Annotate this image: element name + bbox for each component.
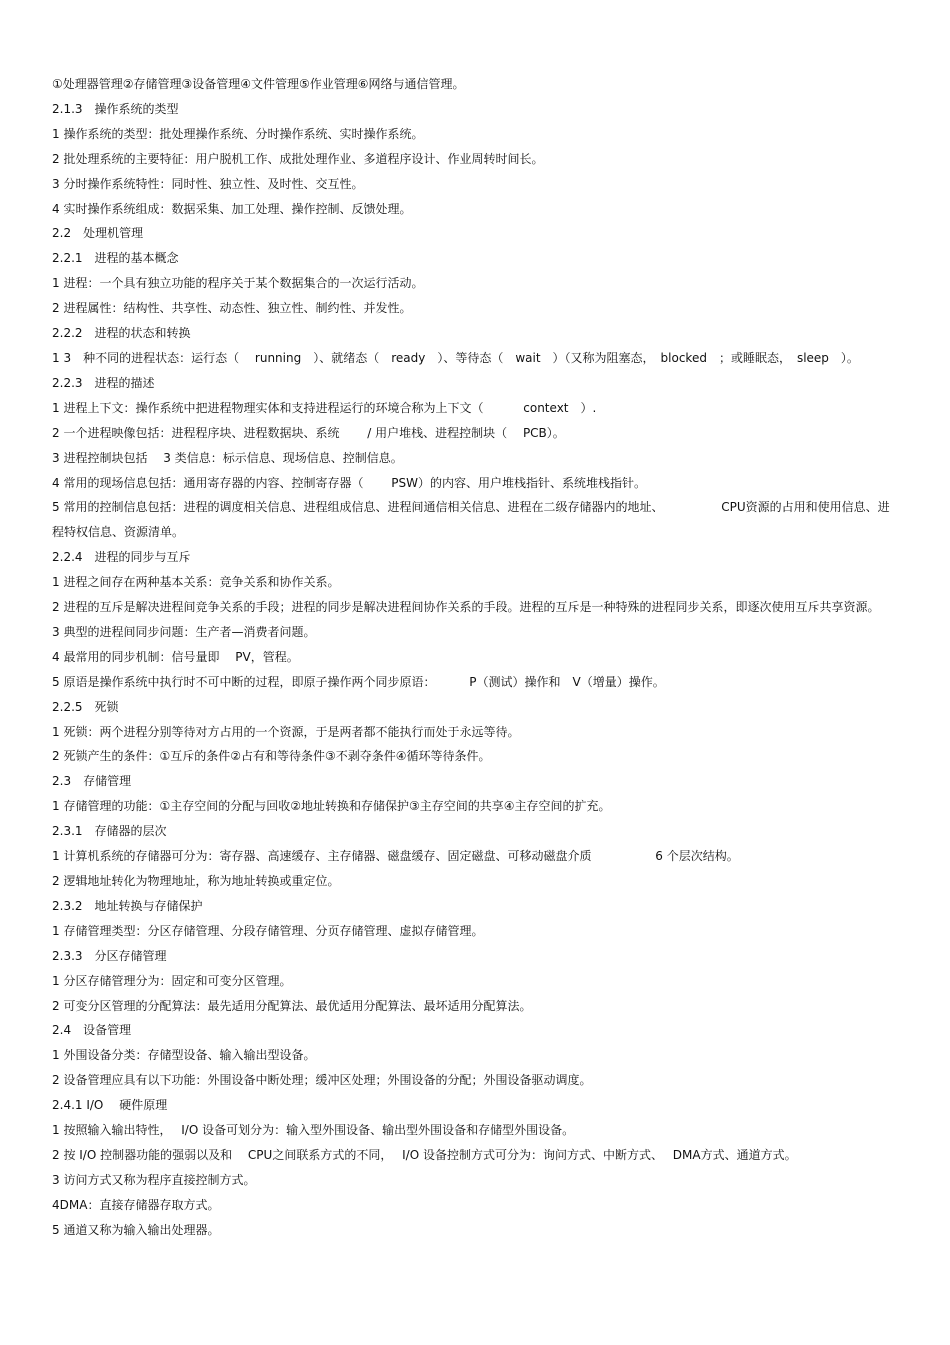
text-line-9: 1 进程：一个具有独立功能的程序关于某个数据集合的一次运行活动。 [52, 276, 424, 291]
text-line-36: 1 分区存储管理分为：固定和可变分区管理。 [52, 973, 292, 988]
text-line-10: 2 进程属性：结构性、共享性、动态性、独立性、制约性、并发性。 [52, 301, 412, 316]
text-line-43: 2 按 I/O 控制器功能的强弱以及和 CPU之间联系方式的不同， I/O 设备控制方式可分为：询问方式、中断方式、 DMA方式、通道方式。 [52, 1147, 797, 1162]
text-line-5: 3 分时操作系统特性：同时性、独立性、及时性、交互性。 [52, 176, 364, 191]
text-line-6: 4 实时操作系统组成：数据采集、加工处理、操作控制、反馈处理。 [52, 201, 412, 216]
text-line-23: 4 最常用的同步机制：信号量即 PV，管程。 [52, 649, 299, 664]
text-line-1: ①处理器管理②存储管理③设备管理④文件管理⑤作业管理⑥网络与通信管理。 [52, 77, 465, 91]
section-heading-2-3: 2.3 存储管理 [52, 774, 132, 789]
section-heading-2-4-1: 2.4.1 I/O 硬件原理 [52, 1098, 168, 1113]
text-line-24: 5 原语是操作系统中执行时不可中断的过程，即原子操作两个同步原语： P（测试）操作和 V（增量）操作。 [52, 674, 665, 689]
section-heading-2-2-4: 2.2.4 进程的同步与互斥 [52, 550, 191, 565]
text-line-34: 1 存储管理类型：分区存储管理、分段存储管理、分页存储管理、虚拟存储管理。 [52, 923, 484, 938]
text-line-15: 2 一个进程映像包括：进程程序块、进程数据块、系统 / 用户堆栈、进程控制块（ PCB）。 [52, 425, 565, 440]
text-line-31: 1 计算机系统的存储器可分为：寄存器、高速缓存、主存储器、磁盘缓存、固定磁盘、可移动磁盘介质 6 个层次结构。 [52, 849, 739, 864]
section-heading-2-2-1: 2.2.1 进程的基本概念 [52, 251, 179, 266]
text-line-16: 3 进程控制块包括 3 类信息：标示信息、现场信息、控制信息。 [52, 450, 403, 465]
text-line-37: 2 可变分区管理的分配算法：最先适用分配算法、最优适用分配算法、最坏适用分配算法。 [52, 998, 532, 1013]
text-line-14: 1 进程上下文：操作系统中把进程物理实体和支持进程运行的环境合称为上下文（ context ）. [52, 400, 597, 415]
text-line-22: 3 典型的进程间同步问题：生产者—消费者问题。 [52, 624, 316, 639]
section-heading-2-2: 2.2 处理机管理 [52, 226, 144, 241]
text-line-3: 1 操作系统的类型：批处理操作系统、分时操作系统、实时操作系统。 [52, 126, 424, 141]
text-line-26: 1 死锁：两个进程分别等待对方占用的一个资源，于是两者都不能执行而处于永远等待。 [52, 724, 520, 739]
text-line-32: 2 逻辑地址转化为物理地址，称为地址转换或重定位。 [52, 874, 340, 888]
section-heading-2-4: 2.4 设备管理 [52, 1023, 132, 1038]
document-body [52, 72, 912, 1243]
section-heading-2-2-3: 2.2.3 进程的描述 [52, 375, 155, 390]
text-line-27: 2 死锁产生的条件：①互斥的条件②占有和等待条件③不剥夺条件④循环等待条件。 [52, 749, 491, 764]
text-line-4: 2 批处理系统的主要特征：用户脱机工作、成批处理作业、多道程序设计、作业周转时间长。 [52, 151, 544, 166]
text-line-12: 1 3 种不同的进程状态：运行态（ running ）、就绪态（ ready ）、等待态（ wait ）（又称为阻塞态， blocked ；或睡眠态， sleep ）。 [52, 350, 859, 365]
section-heading-2-2-2: 2.2.2 进程的状态和转换 [52, 326, 191, 341]
section-heading-2-3-1: 2.3.1 存储器的层次 [52, 824, 167, 839]
section-heading-2-3-3: 2.3.3 分区存储管理 [52, 948, 167, 963]
section-heading-2-3-2: 2.3.2 地址转换与存储保护 [52, 898, 203, 913]
text-line-44: 3 访问方式又称为程序直接控制方式。 [52, 1172, 256, 1187]
text-line-17: 4 常用的现场信息包括：通用寄存器的内容、控制寄存器（ PSW）的内容、用户堆栈指针、系统堆栈指针。 [52, 475, 646, 490]
section-heading-2-1-3: 2.1.3 操作系统的类型 [52, 101, 179, 116]
text-paragraph-21: 2 进程的互斥是解决进程间竞争关系的手段；进程的同步是解决进程间协作关系的手段。进程的互斥是一种特殊的进程同步关系，即逐次使用互斥共享资源。 [52, 600, 880, 615]
text-line-39: 1 外围设备分类：存储型设备、输入输出型设备。 [52, 1048, 316, 1063]
section-heading-2-2-5: 2.2.5 死锁 [52, 699, 119, 714]
text-line-29: 1 存储管理的功能：①主存空间的分配与回收②地址转换和存储保护③主存空间的共享④主存空间的扩充。 [52, 799, 611, 814]
text-line-42: 1 按照输入输出特性， I/O 设备可划分为：输入型外围设备、输出型外围设备和存储型外围设备。 [52, 1123, 575, 1138]
text-line-20: 1 进程之间存在两种基本关系：竞争关系和协作关系。 [52, 575, 340, 590]
text-line-46: 5 通道又称为输入输出处理器。 [52, 1222, 220, 1237]
text-line-40: 2 设备管理应具有以下功能：外围设备中断处理；缓冲区处理；外围设备的分配；外围设备驱动调度。 [52, 1073, 592, 1088]
text-paragraph-18: 5 常用的控制信息包括：进程的调度相关信息、进程组成信息、进程间通信相关信息、进程在二级存储器内的地址、 CPU资源的占用和使用信息、进程特权信息、资源清单。 [52, 500, 890, 540]
text-line-45: 4DMA：直接存储器存取方式。 [52, 1197, 220, 1212]
